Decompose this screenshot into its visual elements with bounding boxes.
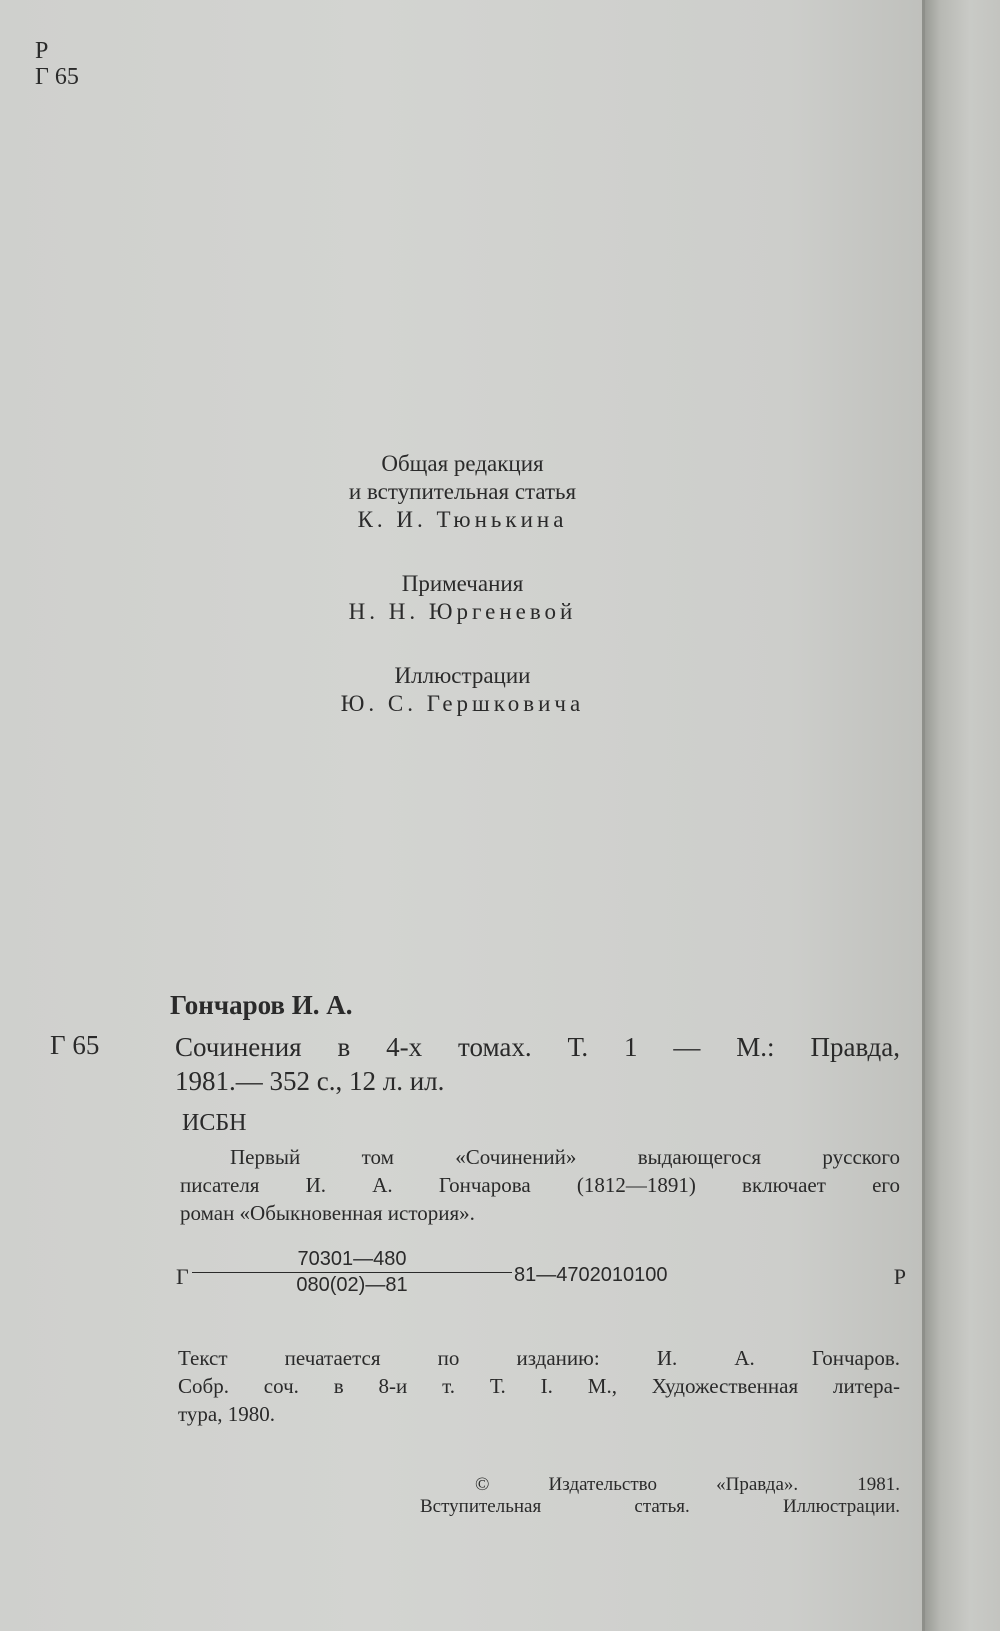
classification-letter: Р (35, 38, 49, 64)
index-prefix: Г (176, 1264, 189, 1289)
catalog-author: Гончаров И. А. (170, 990, 353, 1020)
catalog-description (175, 1030, 900, 1098)
catalog-code: Г 65 (50, 1030, 100, 1060)
next-page-edge (925, 0, 1000, 1631)
index-denominator: 080(02)—81 (296, 1274, 408, 1296)
annotation-line-2: писателя И. А. Гончарова (1812—1891) включает его (180, 1173, 900, 1197)
illustrations-credit (0, 662, 925, 718)
editor-line-1: Общая редакция (381, 451, 544, 476)
editor-name: К. И. Тюнькина (357, 507, 568, 532)
credits-block (0, 450, 925, 754)
classification-code: Г 65 (35, 64, 79, 90)
source-line-1: Текст печатается по изданию: И. А. Гончаров. (178, 1346, 900, 1370)
notes-name: Н. Н. Юргеневой (348, 599, 577, 624)
description-line-1: Сочинения в 4-х томах. Т. 1 — М.: Правда, (175, 1032, 900, 1062)
editor-credit (0, 450, 925, 534)
annotation-line-1: Первый том «Сочинений» выдающегося русского (230, 1145, 900, 1169)
copyright-line-1: © Издательство «Правда». 1981. (475, 1474, 900, 1495)
catalog-index-row (176, 1248, 906, 1308)
description-line-2: 1981.— 352 с., 12 л. ил. (175, 1066, 445, 1096)
illustrations-name: Ю. С. Гершковича (340, 691, 585, 716)
catalog-annotation (180, 1143, 900, 1227)
index-fraction (192, 1248, 512, 1297)
source-line-3: тура, 1980. (178, 1402, 275, 1426)
copyright-block (420, 1474, 900, 1518)
notes-label: Примечания (401, 571, 524, 596)
source-note (178, 1344, 900, 1428)
annotation-line-3: роман «Обыкновенная история». (180, 1201, 475, 1225)
index-suffix: Р (893, 1264, 906, 1289)
isbn-label: ИСБН (182, 1110, 247, 1136)
copyright-line-2: Вступительная статья. Иллюстрации. (420, 1496, 900, 1517)
classification-code-block (35, 38, 79, 90)
source-line-2: Собр. соч. в 8-и т. Т. I. М., Художественная литера- (178, 1374, 900, 1398)
editor-line-2: и вступительная статья (348, 479, 577, 504)
index-code: 81—4702010100 (514, 1264, 668, 1286)
index-numerator: 70301—480 (192, 1248, 512, 1273)
illustrations-label: Иллюстрации (394, 663, 531, 688)
notes-credit (0, 570, 925, 626)
